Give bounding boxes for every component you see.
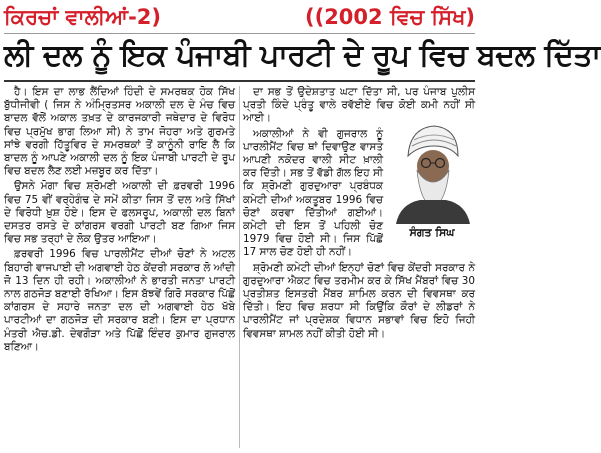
section-kicker (4, 2, 475, 32)
left-paragraph: ਹੈ। ਇਸ ਦਾ ਲਾਭ ਲੈਂਦਿਆਂ ਹਿੰਦੀ ਦੇ ਸਮਰਥਕ ਹੋਕ ਸਿੱਖ ਬੁੱਧੀਜੀਵੀ ( ਜਿਸ ਨੇ ਅੰਮ੍ਰਿਤਸਰ ਅਕਾਲੀ ਦਲ ਦੇ ਮੰਚ ਵਿਚ ਬਾਦਲ ਵੱਲੋਂ ਅਕਾਲ ਤਖ਼ਤ ਦੇ ਕਾਰਜਕਾਰੀ ਜਥੇਦਾਰ ਦੇ ਵਿਰੋਧ ਵਿਚ ਪ੍ਰਮੁੱਖ ਭਾਗ ਲਿਆ ਸੀ) ਨੇ ਤਾਮ ਜੋਹਰਾ ਅਤੇ ਗੁਰਮਤੇ ਸਾਂਝੇ ਵਰਗੀ ਹਿੱਤੂਵਿਰ ਦੇ ਸਮਰਥਕਾਂ ਤੋਂ ਕਾਨੂੰਨੀ ਰਾਇ ਲੈ ਕਿ ਬਾਦਲ ਨੂੰ ਆਪਣੇ ਅਕਾਲੀ ਦਲ ਨੂੰ ਇਕ ਪੰਜਾਬੀ ਪਾਰਟੀ ਦੇ ਰੂਪ ਵਿਚ ਬਦਲ ਲੈਣ ਲਈ ਮਜ਼ਬੂਰ ਕਰ ਦਿੱਤਾ। (4, 86, 235, 178)
headline-rule (4, 80, 475, 82)
left-paragraph: ਫ਼ਰਵਰੀ 1996 ਵਿਚ ਪਾਰਲੀਮੈਂਟ ਦੀਆਂ ਚੋਣਾਂ ਨੇ ਅਟਲ ਬਿਹਾਰੀ ਵਾਜਪਾਈ ਦੀ ਅਗਵਾਈ ਹੇਠ ਕੇਂਦਰੀ ਸਰਕਾਰ ਲੋ ਆਂਦੀ ਜੋ 13 ਦਿਨ ਹੀ ਰਹੀ। ਅਕਾਲੀਆਂ ਨੇ ਭਾਰਤੀ ਜਨਤਾ ਪਾਰਟੀ ਨਾਲ ਗਠਜੋੜ ਬਣਾਈ ਰੱਖਿਆ। ਇਸ ਬੱਝਵੇਂ ਗਿਰੋ ਸਰਕਾਰ ਪਿੱਛੋਂ ਕਾਂਗਰਸ ਦੇ ਸਹਾਰੇ ਜਨਤਾ ਦਲ ਦੀ ਅਗਵਾਈ ਹੇਠ ਖੱਬੇ ਪਾਰਟੀਆਂ ਦਾ ਗਠਜੋੜ ਦੀ ਸਰਕਾਰ ਬਣੀ। ਇਸ ਦਾ ਪ੍ਰਧਾਨ ਮੰਤਰੀ ਐਚ.ਡੀ. ਦੇਵਗੌੜਾ ਅਤੇ ਪਿੱਛੋਂ ਇੰਦਰ ਕੁਮਾਰ ਗੁਜਰਾਲ ਬਣਿਆ। (4, 248, 236, 353)
portrait-photo (390, 116, 474, 234)
right-paragraph: ਦਾ ਸਭ ਤੋਂ ਉਦੇਸ਼ਤਾਤ ਘਟਾ ਦਿੱਤਾ ਸੀ, ਪਰ ਪੰਜਾਬ ਪੁਲੀਸ ਪ੍ਰਤੀ ਕਿੰਦੇ ਪ੍ਰੰਤੂ ਵਾਲੇ ਰਵੱਈਏ ਵਿਚ ਕੋਈ ਕਮੀ ਨਹੀਂ ਸੀ ਆਈ। (243, 86, 475, 125)
left-column (4, 86, 235, 448)
column-divider (239, 86, 240, 448)
portrait-turbaned-man-icon (390, 116, 474, 224)
main-headline: ਲੀ ਦਲ ਨੂੰ ਇਕ ਪੰਜਾਬੀ ਪਾਰਟੀ ਦੇ ਰੂਪ ਵਿਚ ਬਦਲ ਦਿੱਤਾ (4, 38, 601, 73)
kicker-left: ਕਿਰਚਾਂ ਵਾਲੀਆਂ-2) (4, 5, 162, 29)
left-paragraph: ਉਸਨੇ ਮੋਗਾ ਵਿਚ ਸ਼੍ਰੋਮਣੀ ਅਕਾਲੀ ਦੀ ਫ਼ਰਵਰੀ 1996 ਵਿਚ 75 ਵੀਂ ਵਰ੍ਹੇਗੰਢ ਦੇ ਸਮੇਂ ਕੀਤਾ ਜਿਸ ਤੋਂ ਦਲ ਅਤੇ ਸਿੱਖਾਂ ਦੇ ਵਿਰੋਧੀ ਖ਼ੁਸ਼ ਹੋਏ। ਇਸ ਦੇ ਫਲਸਰੂਪ, ਅਕਾਲੀ ਦਲ ਬਿਨਾਂ ਦਸਤਰ ਰਸਤੇ ਦੇ ਕਾਂਗਰਸ ਵਰਗੀ ਪਾਰਟੀ ਬਣ ਗਿਆ ਜਿਸ ਵਿਚ ਸਭ ਤਰ੍ਹਾਂ ਦੇ ਲੋਕ ਉਤਰ ਆਇਆ। (4, 180, 235, 246)
photo-caption: ਸੰਗਤ ਸਿਘ (390, 226, 474, 240)
right-paragraph: ਅਕਾਲੀਆਂ ਨੇ ਵੀ ਗੁਜਰਾਲ ਨੂੰ ਪਾਰਲੀਮੈਂਟ ਵਿਚ ਥਾਂ ਦਿਵਾਉਣ ਵਾਸਤੇ ਆਪਣੀ ਨਕੋਦਰ ਵਾਲੀ ਸੀਟ ਖ਼ਾਲੀ ਕਰ ਦਿੱਤੀ। ਸਭ ਤੋਂ ਵੱਡੀ ਗੱਲ ਇਹ ਸੀ ਕਿ ਸ਼੍ਰੋਮਣੀ ਗੁਰਦੁਆਰਾ ਪ੍ਰਬੰਧਕ ਕਮੇਟੀ ਦੀਆਂ ਅਕਤੂਬਰ 1996 ਵਿਚ ਚੋਣਾਂ ਕਰਵਾ ਦਿੱਤੀਆਂ ਗਈਆਂ। ਕਮੇਟੀ ਦੀ ਇਸ ਤੋਂ ਪਹਿਲੀ ਚੋਣ 1979 ਵਿਚ ਹੋਈ ਸੀ। ਜਿਸ ਪਿੱਛੋਂ 17 ਸਾਲ ਚੋਣ ਹੋਈ ਹੀ ਨਹੀਂ। (243, 127, 383, 259)
kicker-right: ((2002 ਵਿਚ ਸਿੱਖ) (305, 5, 475, 29)
right-paragraph: ਸ਼੍ਰੋਮਣੀ ਕਮੇਟੀ ਦੀਆਂ ਇਨ੍ਹਾਂ ਚੋਣਾਂ ਵਿਚ ਕੇਂਦਰੀ ਸਰਕਾਰ ਨੇ ਗੁਰਦੁਆਰਾ ਐਕਟ ਵਿਚ ਤਰਮੀਮ ਕਰ ਕੇ ਸਿੱਖ ਮੈਂਬਰਾਂ ਵਿਚ 30 ਪ੍ਰਤੀਸ਼ਤ ਇਸਤਰੀ ਮੈਂਬਰ ਸ਼ਾਮਿਲ ਕਰਨ ਦੀ ਵਿਵਸਥਾ ਕਰ ਦਿੱਤੀ। ਇਹ ਵਿਚ ਸ਼ਰਧਾ ਸੀ ਕਿਉਂਕਿ ਕੌਰਾਂ ਦੇ ਲੀਡਰਾਂ ਨੇ ਪਾਰਲੀਮੈਂਟ ਜਾਂ ਪ੍ਰਦੇਸ਼ਕ ਵਿਧਾਨ ਸਭਾਵਾਂ ਵਿਚ ਇਹੋ ਜਿਹੀ ਵਿਵਸਥਾ ਸ਼ਾਮਲ ਨਹੀਂ ਕੀਤੀ ਹੋਈ ਸੀ। (243, 261, 475, 340)
